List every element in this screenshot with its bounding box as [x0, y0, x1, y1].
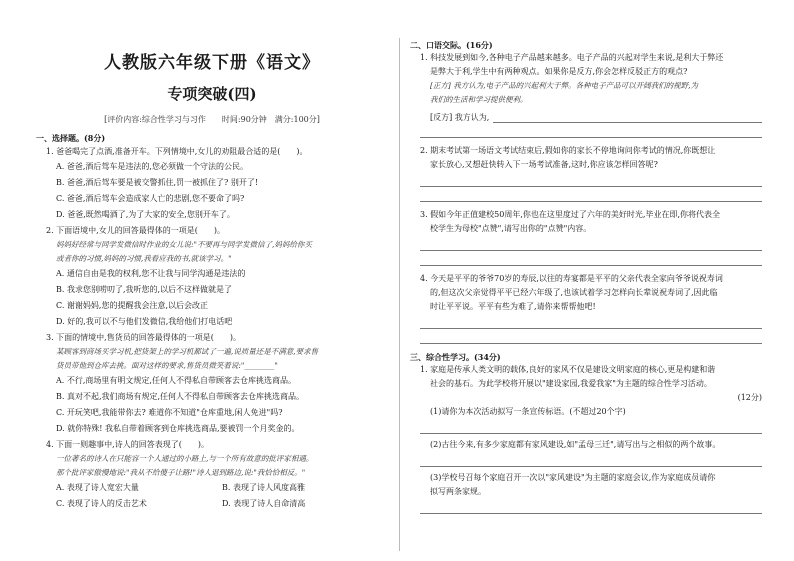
question-1-2: 2. 下面语境中,女儿的回答最得体的一项是( )。: [46, 226, 225, 235]
section-3-intro-line1: 1. 家庭是传承人类文明的载体,良好的家风不仅是建设文明家庭的核心,更是构建和谐: [420, 365, 716, 374]
quote-1-4-line1: 一位著名的诗人在只能容一个人通过的小路上,与一个所有故意的批评家相遇。: [56, 454, 314, 463]
fan-fang-answer[interactable]: [410, 107, 762, 123]
option-1-2-d: D. 好的,我可以不与他们发微信,我给他们打电话吧: [56, 317, 233, 326]
exam-meta: [评价内容:综合性学习与习作 时间:90分钟 满分:100分]: [104, 115, 320, 124]
answer-line[interactable]: [420, 452, 762, 467]
option-1-2-a: A. 通信自由是我的权利,您不让我与同学沟通是违法的: [56, 269, 246, 278]
question-2-1-line1: 1. 科技发展到如今,各种电子产品越来越多。电子产品的兴起对学生来说,是利大于弊还: [420, 53, 724, 62]
question-2-1-line2: 是弊大于利,学生中有两种观点。如果你是反方,你会怎样反驳正方的观点?: [430, 67, 688, 76]
quote-1-2-line2: 或者你的习惯,妈妈的习惯,我看应我的书,就该学习。": [56, 254, 232, 263]
question-2-2-line1: 2. 期末考试第一场语文考试结束后,假如你的家长不停地询问你考试的情况,你既想让: [420, 146, 716, 155]
option-1-3-a: A. 不行,商场里有明文规定,任何人不得私自带顾客去仓库挑选商品。: [56, 376, 296, 385]
section-2-title: 二、口语交际。(16分): [410, 40, 493, 50]
answer-line[interactable]: [420, 187, 762, 202]
page-subtitle: 专项突破(四): [167, 85, 257, 103]
option-1-3-b: B. 真对不起,我们商场有规定,任何人不得私自带顾客去仓库挑选商品。: [56, 392, 305, 401]
question-1-3: 3. 下面的情境中,售货员的回答最得体的一项是( )。: [46, 333, 241, 342]
option-1-4-d: D. 表现了诗人自命清高: [222, 499, 306, 508]
answer-line[interactable]: [420, 419, 762, 434]
question-1-1: 1. 爸爸喝完了点酒,准备开车。下列情境中,女儿的劝阻最合适的是( )。: [46, 147, 308, 156]
question-2-2-line2: 家长放心,又想赶快转入下一场考试准备,这时,你应该怎样回答呢?: [430, 160, 658, 169]
column-divider: [399, 38, 400, 551]
option-1-1-a: A. 爸爸,酒后驾车是违法的,您必须做一个守法的公民。: [56, 162, 248, 171]
option-1-3-d: D. 就你特殊! 我私自带着顾客到仓库挑选商品,要被罚一个月奖金的。: [56, 424, 300, 433]
answer-line[interactable]: [420, 314, 762, 329]
question-2-4-line1: 4. 今天是平平的爷爷70岁的寿辰,以往的寿宴都是平平的父亲代表全家向爷爷说祝寿词: [420, 274, 723, 283]
option-1-4-b: B. 表现了诗人风度高雅: [222, 483, 305, 492]
answer-line[interactable]: [420, 499, 762, 514]
section-3-title: 三、综合性学习。(34分): [410, 352, 501, 362]
option-1-1-b: B. 爸爸,酒后驾车要是被交警抓住,罚一被抓住了? 别开了!: [56, 178, 259, 187]
option-1-1-c: C. 爸爸,酒后驾车会造成家人亡的悲剧,您不要命了吗?: [56, 194, 245, 203]
fan-fang-label: [反方] 我方认为,: [430, 113, 490, 122]
quote-1-3-line2: 货员带他到仓库去挑。面对这样的要求,售货员微笑着说:"________": [56, 361, 278, 370]
question-3-3-line1: (3)学校号召每个家庭召开一次以"家风建设"为主题的家庭会议,作为家庭成员请你: [430, 473, 716, 482]
question-2-3-line2: 校学生为母校"点赞",请写出你的"点赞"内容。: [430, 224, 592, 233]
question-2-4-line3: 时让平平说。平平有些为难了,请你来帮帮他吧!: [430, 302, 596, 311]
answer-line[interactable]: [420, 236, 762, 251]
question-3-2: (2)古往今来,有多少家庭都有家风建设,如"孟母三迁",请写出与之相似的两个故事。: [430, 440, 721, 449]
answer-line[interactable]: [420, 123, 762, 138]
zheng-fang-line1: [正方] 我方认为,电子产品的兴起利大于弊。各种电子产品可以开阔我们的视野,为: [430, 81, 699, 90]
quote-1-2-line1: 妈妈好经常与同学发微信时作业的女儿说:"不要再与同学发微信了,妈妈给你买: [56, 240, 312, 249]
question-3-3-line2: 拟写两条家规。: [430, 487, 486, 496]
quote-1-3-line1: 某顾客到商场买学习机,把货架上的学习机都试了一遍,说质量还是不满意,要求售: [56, 347, 319, 356]
option-1-2-c: C. 谢谢妈妈,您的提醒我会注意,以后会改正: [56, 301, 209, 310]
question-3-1: (1)请你为本次活动拟写一条宣传标语。(不超过20个字): [430, 407, 626, 416]
section-1-title: 一、选择题。(8分): [36, 133, 106, 143]
section-3-score: (12分): [737, 393, 762, 402]
answer-line[interactable]: [420, 172, 762, 187]
answer-line[interactable]: [420, 329, 762, 344]
right-column: [410, 40, 762, 555]
option-1-1-d: D. 爸爸,既然喝酒了,为了大家的安全,您别开车了。: [56, 210, 235, 219]
zheng-fang-line2: 我们的生活和学习提供便利。: [430, 95, 528, 104]
answer-line[interactable]: [420, 251, 762, 266]
option-1-4-a: A. 表现了诗人宽宏大量: [56, 483, 139, 492]
answer-line[interactable]: [493, 112, 762, 123]
option-1-2-b: B. 我求您别唠叨了,我听您的,以后不这样做就是了: [56, 285, 233, 294]
options-1-4: [36, 480, 388, 512]
page-title: 人教版六年级下册《语文》: [104, 53, 320, 73]
quote-1-4-line2: 那个批评家傲慢地说:"我从不给傻子让路!"诗人退到路边,说:"我恰恰相反。": [56, 468, 306, 477]
option-1-3-c: C. 开玩笑吧,我能带你去? 难道你不知道"仓库重地,闲人免进"吗?: [56, 408, 283, 417]
question-2-4-line2: 的,但这次父亲觉得平平已经六年级了,也该试着学习怎样向长辈说祝寿词了,因此临: [430, 288, 718, 297]
section-3-intro-line2: 社会的基石。为此学校将开展以"建设家园,我爱我家"为主题的综合性学习活动。: [430, 379, 712, 388]
question-2-3-line1: 3. 假如今年正值建校50周年,你也在这里度过了六年的美好时光,毕业在即,你将代表全: [420, 210, 720, 219]
option-1-4-c: C. 表现了诗人的反击艺术: [56, 499, 147, 508]
question-1-4: 4. 下面一则趣事中,诗人的回答表现了( )。: [46, 440, 209, 449]
left-column: [36, 40, 388, 555]
